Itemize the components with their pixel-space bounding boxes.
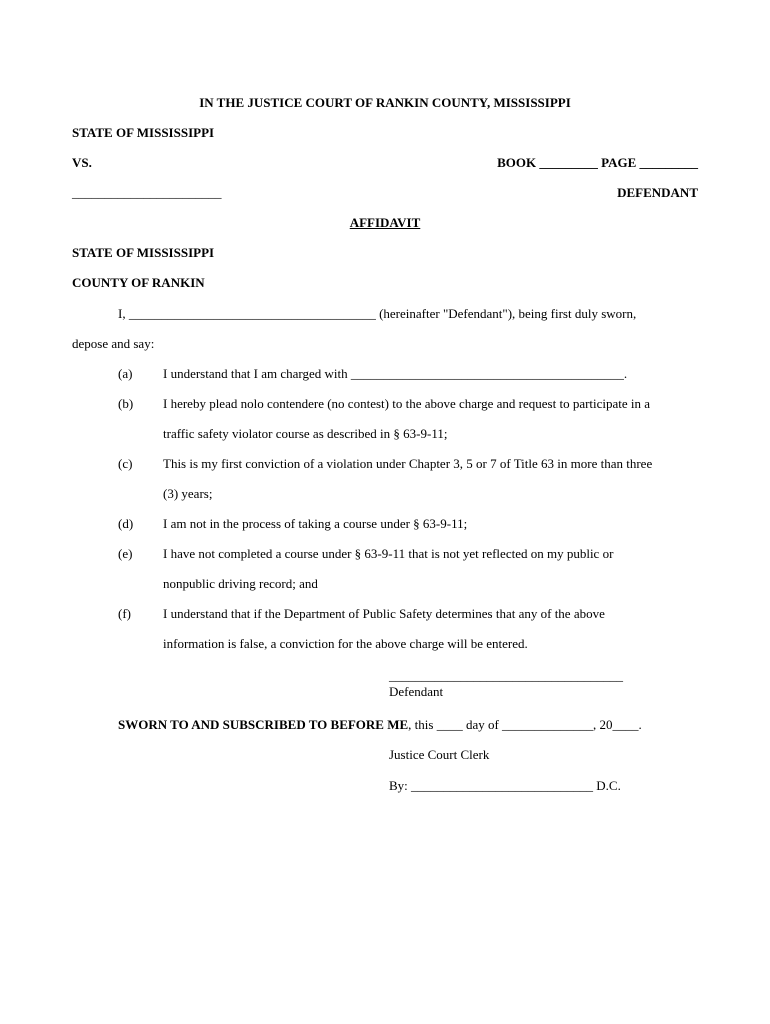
item-label: (a) xyxy=(118,366,133,381)
clerk-title: Justice Court Clerk xyxy=(389,747,490,762)
item-text: traffic safety violator course as described in § 63-9-11; xyxy=(163,426,448,441)
item-label: (f) xyxy=(118,606,131,621)
court-title: IN THE JUSTICE COURT OF RANKIN COUNTY, MISSISSIPPI xyxy=(199,95,571,110)
sworn-statement xyxy=(118,717,642,733)
defendant-name-blank: _______________________ xyxy=(72,185,222,200)
book-page-field: BOOK _________ PAGE _________ xyxy=(497,155,698,170)
item-text: I am not in the process of taking a course under § 63-9-11; xyxy=(163,516,468,531)
item-text: I understand that I am charged with __________________________________________. xyxy=(163,366,628,381)
item-label: (d) xyxy=(118,516,134,531)
defendant-signature-label: Defendant xyxy=(389,684,444,699)
item-label: (b) xyxy=(118,396,134,411)
document-title: AFFIDAVIT xyxy=(349,215,421,230)
defendant-label: DEFENDANT xyxy=(617,185,698,200)
intro-line-1: I, ______________________________________ (hereinafter "Defendant"), being first duly sworn, xyxy=(118,306,637,321)
item-text: I hereby plead nolo contendere (no contest) to the above charge and request to participate in a xyxy=(163,396,651,411)
defendant-signature-line: ____________________________________ xyxy=(389,668,623,683)
item-text: (3) years; xyxy=(163,486,213,501)
item-text: nonpublic driving record; and xyxy=(163,576,318,591)
item-text: information is false, a conviction for the above charge will be entered. xyxy=(163,636,528,651)
sworn-statement-bold: SWORN TO AND SUBSCRIBED TO BEFORE ME xyxy=(118,717,409,732)
sworn-statement-rest: , this ____ day of ______________, 20____. xyxy=(408,717,642,732)
intro-line-2: depose and say: xyxy=(72,336,155,351)
clerk-signature: By: ____________________________ D.C. xyxy=(389,778,621,793)
item-label: (e) xyxy=(118,546,133,561)
plaintiff-name: STATE OF MISSISSIPPI xyxy=(72,125,215,140)
venue-state: STATE OF MISSISSIPPI xyxy=(72,245,215,260)
item-text: I understand that if the Department of Public Safety determines that any of the above xyxy=(163,606,605,621)
item-label: (c) xyxy=(118,456,133,471)
item-text: This is my first conviction of a violation under Chapter 3, 5 or 7 of Title 63 in more than three xyxy=(163,456,653,471)
item-text: I have not completed a course under § 63-9-11 that is not yet reflected on my public or xyxy=(163,546,614,561)
versus-label: VS. xyxy=(72,155,92,170)
venue-county: COUNTY OF RANKIN xyxy=(72,275,205,290)
